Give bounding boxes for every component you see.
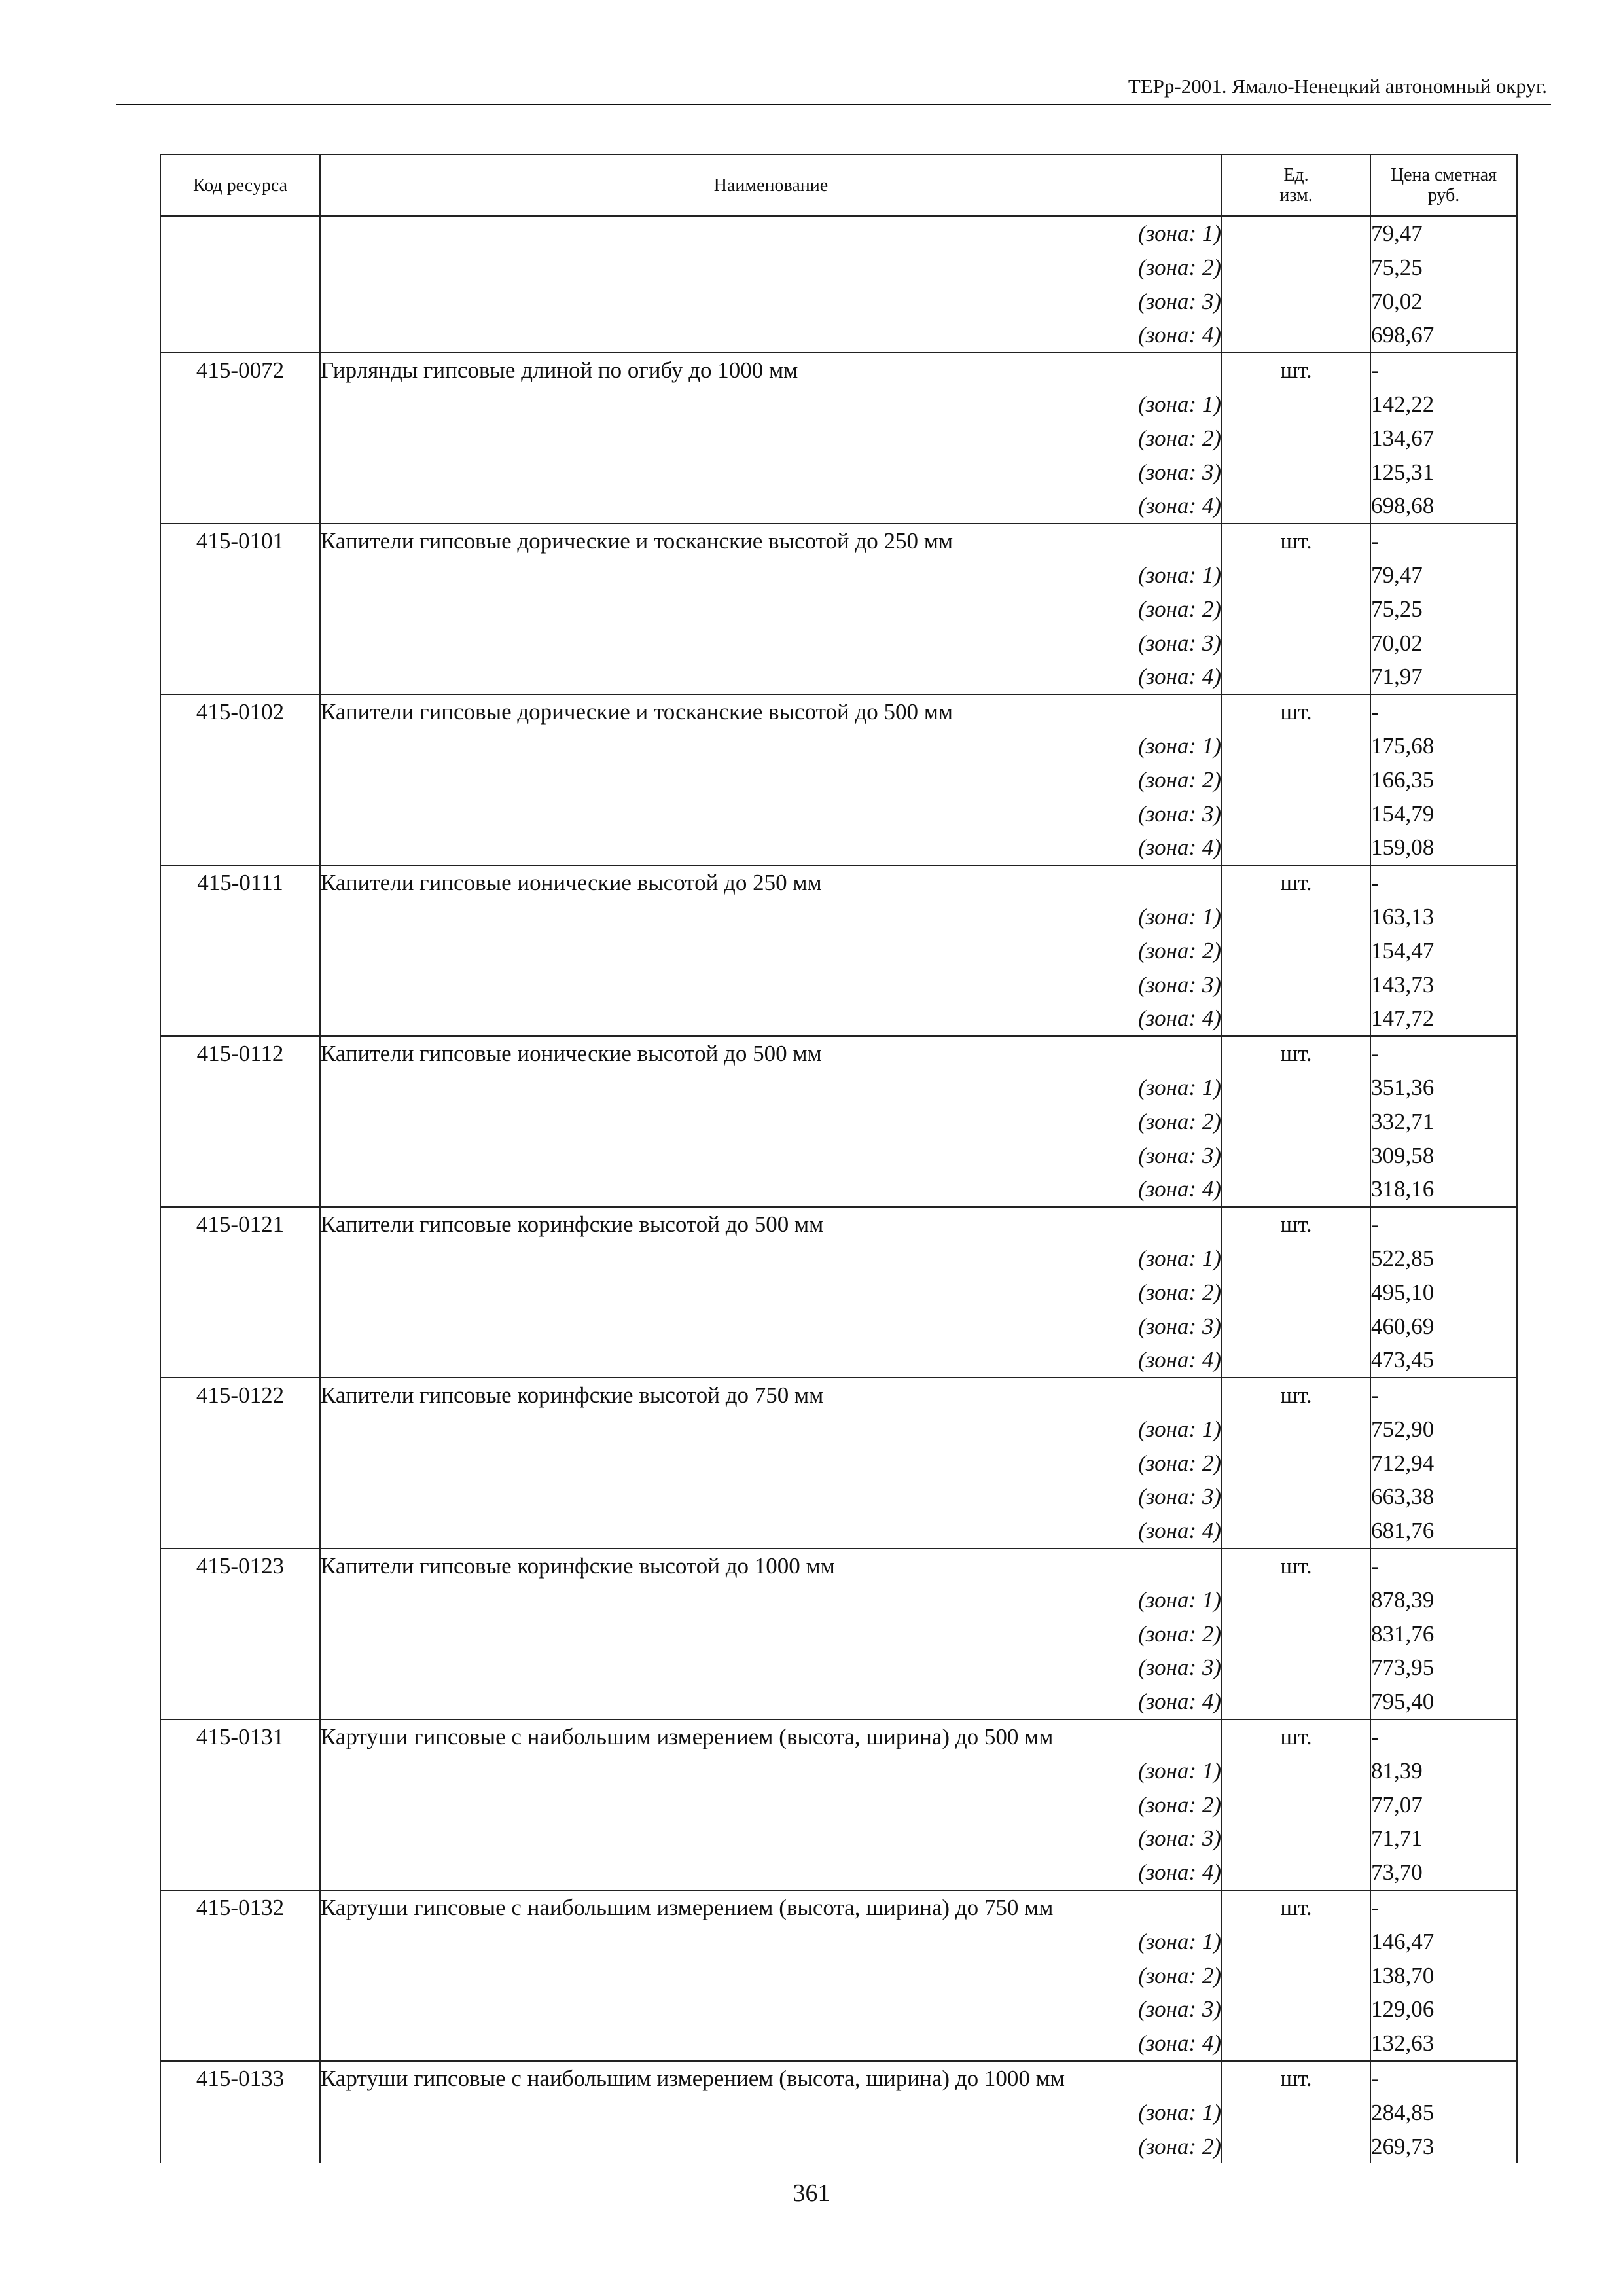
zone-price: 284,85 (1370, 2096, 1517, 2130)
zone-row (160, 592, 1517, 626)
zone-label: (зона: 3) (320, 797, 1222, 831)
page-number: 361 (793, 2179, 830, 2207)
zone-row (160, 1617, 1517, 1651)
zone-unit-cell (1222, 900, 1370, 934)
zone-row (160, 1446, 1517, 1480)
header-unit: Ед. изм. (1222, 154, 1370, 216)
zone-unit-cell (1222, 318, 1370, 353)
resource-code: 415-0133 (160, 2061, 320, 2096)
zone-price: 125,31 (1370, 456, 1517, 490)
zone-unit-cell (1222, 1105, 1370, 1139)
zone-row (160, 1480, 1517, 1514)
zone-row (160, 2026, 1517, 2061)
zone-label: (зона: 3) (320, 1651, 1222, 1685)
zone-code-cell (160, 1788, 320, 1822)
zone-price: 712,94 (1370, 1446, 1517, 1480)
zone-unit-cell (1222, 422, 1370, 456)
zone-price: 71,97 (1370, 660, 1517, 694)
resource-price: - (1370, 1207, 1517, 1242)
table-row (160, 1036, 1517, 1071)
header-name: Наименование (320, 154, 1222, 216)
zone-price: 663,38 (1370, 1480, 1517, 1514)
zone-label: (зона: 2) (320, 1959, 1222, 1993)
zone-price: 318,16 (1370, 1172, 1517, 1207)
zone-unit-cell (1222, 592, 1370, 626)
zone-label: (зона: 2) (320, 934, 1222, 968)
zone-code-cell (160, 1276, 320, 1310)
zone-unit-cell (1222, 1959, 1370, 1993)
zone-row (160, 2096, 1517, 2130)
zone-row (160, 1788, 1517, 1822)
zone-code-cell (160, 1959, 320, 1993)
zone-row (160, 251, 1517, 285)
resource-code: 415-0072 (160, 353, 320, 387)
zone-row (160, 1310, 1517, 1344)
zone-row (160, 660, 1517, 694)
resource-price: - (1370, 1378, 1517, 1412)
zone-unit-cell (1222, 1071, 1370, 1105)
zone-price: 70,02 (1370, 285, 1517, 319)
zone-unit-cell (1222, 1276, 1370, 1310)
resource-price: - (1370, 524, 1517, 558)
table-row (160, 1378, 1517, 1412)
zone-code-cell (160, 626, 320, 660)
zone-unit-cell (1222, 2096, 1370, 2130)
zone-label: (зона: 4) (320, 1856, 1222, 1890)
zone-row (160, 216, 1517, 251)
resource-code: 415-0122 (160, 1378, 320, 1412)
zone-price: 77,07 (1370, 1788, 1517, 1822)
zone-unit-cell (1222, 1242, 1370, 1276)
zone-row (160, 1139, 1517, 1173)
resource-price: - (1370, 865, 1517, 900)
zone-code-cell (160, 251, 320, 285)
zone-unit-cell (1222, 1446, 1370, 1480)
zone-unit-cell (1222, 1343, 1370, 1378)
zone-code-cell (160, 422, 320, 456)
zone-code-cell (160, 763, 320, 797)
zone-price: 75,25 (1370, 592, 1517, 626)
zone-row (160, 797, 1517, 831)
zone-row (160, 934, 1517, 968)
zone-label: (зона: 4) (320, 1172, 1222, 1207)
resource-name: Капители гипсовые ионические высотой до 250 мм (320, 865, 1222, 900)
zone-code-cell (160, 2026, 320, 2061)
zone-label: (зона: 2) (320, 1105, 1222, 1139)
zone-label: (зона: 3) (320, 285, 1222, 319)
zone-price: 351,36 (1370, 1071, 1517, 1105)
zone-unit-cell (1222, 660, 1370, 694)
header-code: Код ресурса (160, 154, 320, 216)
resource-name: Капители гипсовые коринфские высотой до 1000 мм (320, 1549, 1222, 1583)
zone-label: (зона: 1) (320, 1925, 1222, 1959)
resource-name: Капители гипсовые дорические и тосканские высотой до 250 мм (320, 524, 1222, 558)
zone-row (160, 968, 1517, 1002)
zone-label: (зона: 4) (320, 2026, 1222, 2061)
zone-row (160, 285, 1517, 319)
zone-row (160, 1412, 1517, 1446)
header-price: Цена сметная руб. (1370, 154, 1517, 216)
zone-unit-cell (1222, 1583, 1370, 1617)
resource-code: 415-0101 (160, 524, 320, 558)
zone-row (160, 1651, 1517, 1685)
zone-row (160, 318, 1517, 353)
zone-code-cell (160, 1071, 320, 1105)
zone-price: 147,72 (1370, 1001, 1517, 1036)
zone-code-cell (160, 489, 320, 524)
zone-code-cell (160, 1105, 320, 1139)
table-row (160, 2061, 1517, 2096)
zone-label: (зона: 1) (320, 387, 1222, 422)
resource-unit: шт. (1222, 1890, 1370, 1925)
zone-price: 163,13 (1370, 900, 1517, 934)
resource-price: - (1370, 1719, 1517, 1754)
zone-label: (зона: 1) (320, 1242, 1222, 1276)
zone-code-cell (160, 1172, 320, 1207)
zone-label: (зона: 4) (320, 1343, 1222, 1378)
zone-label: (зона: 3) (320, 1310, 1222, 1344)
zone-label: (зона: 3) (320, 1139, 1222, 1173)
table-row (160, 1549, 1517, 1583)
zone-code-cell (160, 729, 320, 763)
resource-name: Картуши гипсовые с наибольшим измерением (высота, ширина) до 750 мм (320, 1890, 1222, 1925)
zone-label: (зона: 1) (320, 216, 1222, 251)
zone-row (160, 763, 1517, 797)
zone-row (160, 1992, 1517, 2026)
resource-unit: шт. (1222, 694, 1370, 729)
zone-price: 154,79 (1370, 797, 1517, 831)
zone-code-cell (160, 934, 320, 968)
zone-price: 698,67 (1370, 318, 1517, 353)
zone-unit-cell (1222, 1685, 1370, 1719)
zone-label: (зона: 3) (320, 1480, 1222, 1514)
zone-row (160, 900, 1517, 934)
zone-row (160, 1071, 1517, 1105)
zone-row (160, 1242, 1517, 1276)
zone-label: (зона: 1) (320, 1754, 1222, 1788)
zone-price: 175,68 (1370, 729, 1517, 763)
zone-unit-cell (1222, 558, 1370, 592)
resource-price: - (1370, 2061, 1517, 2096)
zone-price: 146,47 (1370, 1925, 1517, 1959)
zone-code-cell (160, 1514, 320, 1549)
zone-label: (зона: 2) (320, 2130, 1222, 2164)
zone-price: 129,06 (1370, 1992, 1517, 2026)
resource-name: Капители гипсовые коринфские высотой до 750 мм (320, 1378, 1222, 1412)
zone-price: 773,95 (1370, 1651, 1517, 1685)
resource-code: 415-0123 (160, 1549, 320, 1583)
zone-code-cell (160, 1754, 320, 1788)
zone-code-cell (160, 1925, 320, 1959)
zone-unit-cell (1222, 1754, 1370, 1788)
zone-price: 473,45 (1370, 1343, 1517, 1378)
zone-row (160, 422, 1517, 456)
zone-unit-cell (1222, 1651, 1370, 1685)
resource-code: 415-0121 (160, 1207, 320, 1242)
zone-price: 681,76 (1370, 1514, 1517, 1549)
zone-row (160, 831, 1517, 865)
zone-row (160, 489, 1517, 524)
zone-label: (зона: 3) (320, 968, 1222, 1002)
zone-unit-cell (1222, 456, 1370, 490)
zone-label: (зона: 2) (320, 1617, 1222, 1651)
zone-unit-cell (1222, 934, 1370, 968)
zone-row (160, 558, 1517, 592)
zone-unit-cell (1222, 1514, 1370, 1549)
zone-price: 159,08 (1370, 831, 1517, 865)
resource-name: Картуши гипсовые с наибольшим измерением (высота, ширина) до 1000 мм (320, 2061, 1222, 2096)
resource-unit: шт. (1222, 1719, 1370, 1754)
zone-unit-cell (1222, 285, 1370, 319)
zone-label: (зона: 4) (320, 318, 1222, 353)
zone-code-cell (160, 1583, 320, 1617)
zone-price: 831,76 (1370, 1617, 1517, 1651)
zone-code-cell (160, 456, 320, 490)
zone-code-cell (160, 797, 320, 831)
zone-unit-cell (1222, 1139, 1370, 1173)
resource-unit: шт. (1222, 1378, 1370, 1412)
zone-price: 154,47 (1370, 934, 1517, 968)
resource-price: - (1370, 694, 1517, 729)
zone-unit-cell (1222, 1992, 1370, 2026)
zone-price: 309,58 (1370, 1139, 1517, 1173)
zone-price: 332,71 (1370, 1105, 1517, 1139)
zone-label: (зона: 2) (320, 1276, 1222, 1310)
zone-price: 752,90 (1370, 1412, 1517, 1446)
zone-row (160, 1105, 1517, 1139)
zone-code-cell (160, 831, 320, 865)
resource-unit: шт. (1222, 1207, 1370, 1242)
zone-label: (зона: 2) (320, 763, 1222, 797)
zone-unit-cell (1222, 1821, 1370, 1856)
zone-unit-cell (1222, 797, 1370, 831)
zone-code-cell (160, 1480, 320, 1514)
zone-price: 71,71 (1370, 1821, 1517, 1856)
zone-unit-cell (1222, 1925, 1370, 1959)
resource-price: - (1370, 1549, 1517, 1583)
zone-code-cell (160, 1139, 320, 1173)
table-row (160, 353, 1517, 387)
zone-code-cell (160, 1001, 320, 1036)
table-row (160, 694, 1517, 729)
zone-label: (зона: 4) (320, 1001, 1222, 1036)
zone-price: 79,47 (1370, 216, 1517, 251)
zone-price: 138,70 (1370, 1959, 1517, 1993)
zone-label: (зона: 1) (320, 900, 1222, 934)
zone-code-cell (160, 1242, 320, 1276)
resource-code: 415-0112 (160, 1036, 320, 1071)
table-row (160, 1719, 1517, 1754)
running-header-title: ТЕРр-2001. Ямало-Ненецкий автономный округ. (1128, 75, 1547, 98)
resource-name: Капители гипсовые коринфские высотой до 500 мм (320, 1207, 1222, 1242)
resource-price: - (1370, 353, 1517, 387)
zone-code-cell (160, 387, 320, 422)
table-header-row (160, 154, 1517, 216)
zone-label: (зона: 1) (320, 1412, 1222, 1446)
resource-unit: шт. (1222, 865, 1370, 900)
zone-unit-cell (1222, 729, 1370, 763)
zone-code-cell (160, 1343, 320, 1378)
zone-price: 79,47 (1370, 558, 1517, 592)
zone-unit-cell (1222, 1856, 1370, 1890)
resource-code: 415-0102 (160, 694, 320, 729)
table-row (160, 865, 1517, 900)
zone-label: (зона: 1) (320, 1583, 1222, 1617)
zone-row (160, 1583, 1517, 1617)
zone-code-cell (160, 1992, 320, 2026)
zone-code-cell (160, 2096, 320, 2130)
zone-price: 269,73 (1370, 2130, 1517, 2164)
resource-unit: шт. (1222, 524, 1370, 558)
resource-name: Капители гипсовые ионические высотой до 500 мм (320, 1036, 1222, 1071)
zone-label: (зона: 4) (320, 1685, 1222, 1719)
zone-price: 70,02 (1370, 626, 1517, 660)
resource-code: 415-0132 (160, 1890, 320, 1925)
zone-label: (зона: 4) (320, 489, 1222, 524)
zone-unit-cell (1222, 763, 1370, 797)
zone-label: (зона: 3) (320, 1992, 1222, 2026)
zone-row (160, 1754, 1517, 1788)
zone-price: 75,25 (1370, 251, 1517, 285)
zone-label: (зона: 1) (320, 558, 1222, 592)
zone-row (160, 1514, 1517, 1549)
zone-label: (зона: 4) (320, 831, 1222, 865)
zone-label: (зона: 3) (320, 456, 1222, 490)
table-row (160, 524, 1517, 558)
zone-row (160, 1685, 1517, 1719)
zone-row (160, 1925, 1517, 1959)
zone-row (160, 729, 1517, 763)
zone-unit-cell (1222, 1310, 1370, 1344)
zone-label: (зона: 4) (320, 1514, 1222, 1549)
zone-unit-cell (1222, 387, 1370, 422)
zone-label: (зона: 3) (320, 1821, 1222, 1856)
zone-price: 878,39 (1370, 1583, 1517, 1617)
zone-unit-cell (1222, 251, 1370, 285)
zone-price: 522,85 (1370, 1242, 1517, 1276)
zone-code-cell (160, 216, 320, 251)
zone-label: (зона: 2) (320, 1446, 1222, 1480)
zone-price: 460,69 (1370, 1310, 1517, 1344)
zone-code-cell (160, 285, 320, 319)
zone-price: 73,70 (1370, 1856, 1517, 1890)
zone-price: 134,67 (1370, 422, 1517, 456)
zone-row (160, 2130, 1517, 2164)
zone-unit-cell (1222, 1617, 1370, 1651)
zone-label: (зона: 2) (320, 422, 1222, 456)
zone-code-cell (160, 592, 320, 626)
resource-unit: шт. (1222, 1036, 1370, 1071)
zone-code-cell (160, 1446, 320, 1480)
zone-code-cell (160, 900, 320, 934)
zone-code-cell (160, 318, 320, 353)
zone-code-cell (160, 1412, 320, 1446)
zone-unit-cell (1222, 831, 1370, 865)
zone-row (160, 387, 1517, 422)
resource-price: - (1370, 1036, 1517, 1071)
zone-unit-cell (1222, 1412, 1370, 1446)
zone-row (160, 1959, 1517, 1993)
resource-name: Картуши гипсовые с наибольшим измерением (высота, ширина) до 500 мм (320, 1719, 1222, 1754)
zone-code-cell (160, 1685, 320, 1719)
zone-unit-cell (1222, 968, 1370, 1002)
zone-price: 698,68 (1370, 489, 1517, 524)
resource-price-table (160, 154, 1518, 2163)
zone-label: (зона: 2) (320, 251, 1222, 285)
zone-price: 132,63 (1370, 2026, 1517, 2061)
zone-row (160, 626, 1517, 660)
zone-label: (зона: 1) (320, 729, 1222, 763)
zone-code-cell (160, 558, 320, 592)
zone-code-cell (160, 1617, 320, 1651)
zone-price: 795,40 (1370, 1685, 1517, 1719)
zone-code-cell (160, 1821, 320, 1856)
table-row (160, 1207, 1517, 1242)
zone-code-cell (160, 1856, 320, 1890)
zone-row (160, 1856, 1517, 1890)
zone-row (160, 456, 1517, 490)
table-body (160, 216, 1517, 2163)
table-row (160, 1890, 1517, 1925)
zone-label: (зона: 2) (320, 592, 1222, 626)
zone-unit-cell (1222, 2026, 1370, 2061)
resource-unit: шт. (1222, 353, 1370, 387)
zone-row (160, 1276, 1517, 1310)
zone-row (160, 1821, 1517, 1856)
zone-unit-cell (1222, 1788, 1370, 1822)
zone-price: 142,22 (1370, 387, 1517, 422)
resource-code: 415-0111 (160, 865, 320, 900)
zone-row (160, 1343, 1517, 1378)
zone-row (160, 1172, 1517, 1207)
zone-code-cell (160, 1310, 320, 1344)
resource-code: 415-0131 (160, 1719, 320, 1754)
zone-price: 495,10 (1370, 1276, 1517, 1310)
zone-unit-cell (1222, 1001, 1370, 1036)
zone-code-cell (160, 1651, 320, 1685)
zone-unit-cell (1222, 216, 1370, 251)
zone-unit-cell (1222, 1480, 1370, 1514)
zone-row (160, 1001, 1517, 1036)
zone-unit-cell (1222, 2130, 1370, 2164)
zone-price: 166,35 (1370, 763, 1517, 797)
resource-price: - (1370, 1890, 1517, 1925)
zone-unit-cell (1222, 626, 1370, 660)
zone-label: (зона: 4) (320, 660, 1222, 694)
zone-label: (зона: 2) (320, 1788, 1222, 1822)
zone-code-cell (160, 2130, 320, 2164)
zone-price: 143,73 (1370, 968, 1517, 1002)
zone-price: 81,39 (1370, 1754, 1517, 1788)
zone-label: (зона: 3) (320, 626, 1222, 660)
header-rule (116, 104, 1551, 105)
zone-label: (зона: 1) (320, 2096, 1222, 2130)
resource-unit: шт. (1222, 2061, 1370, 2096)
resource-name: Капители гипсовые дорические и тосканские высотой до 500 мм (320, 694, 1222, 729)
zone-unit-cell (1222, 489, 1370, 524)
zone-label: (зона: 1) (320, 1071, 1222, 1105)
zone-code-cell (160, 660, 320, 694)
resource-name: Гирлянды гипсовые длиной по огибу до 1000 мм (320, 353, 1222, 387)
zone-code-cell (160, 968, 320, 1002)
zone-unit-cell (1222, 1172, 1370, 1207)
resource-unit: шт. (1222, 1549, 1370, 1583)
